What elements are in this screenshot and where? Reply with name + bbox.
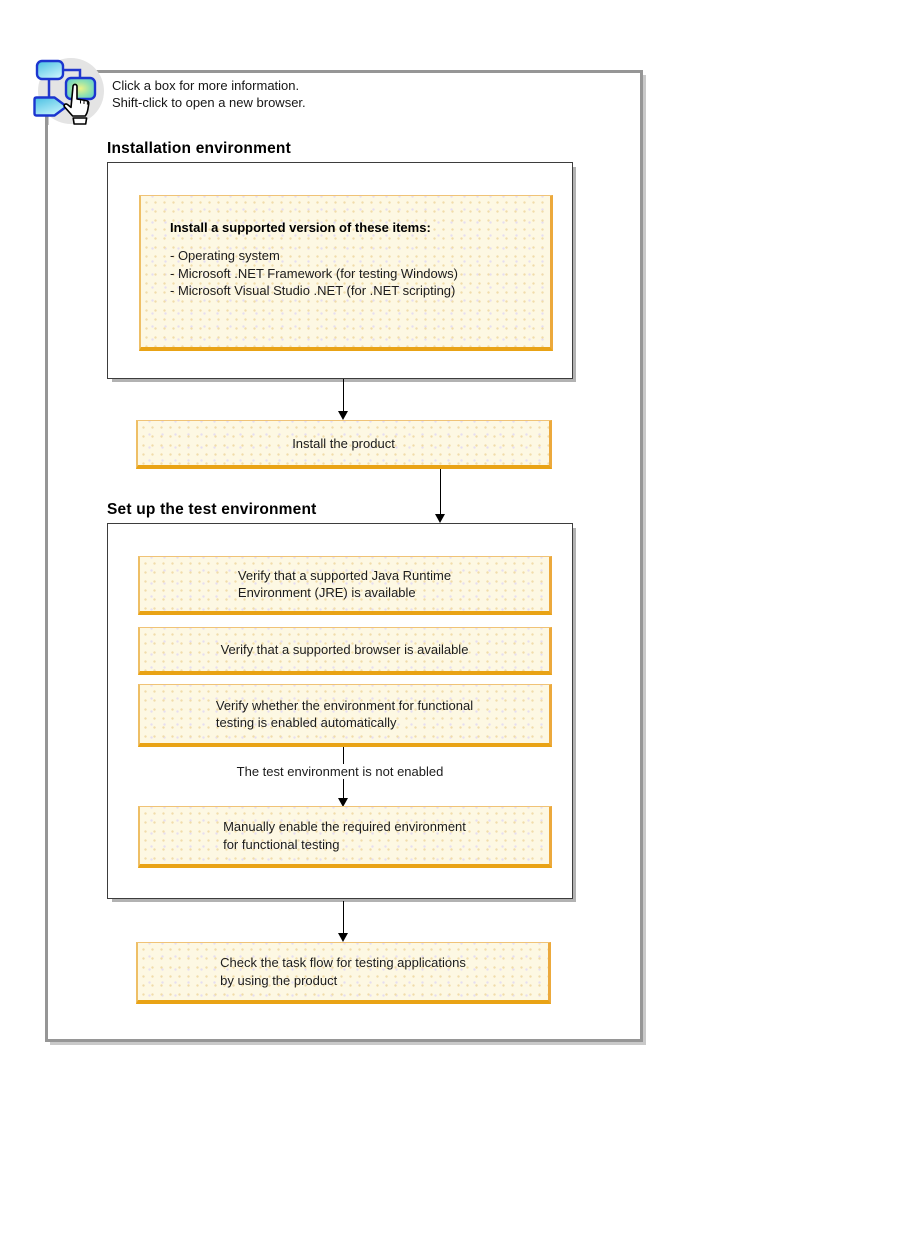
check-task-flow-box[interactable] <box>136 942 551 1004</box>
verify-environment-line-1: Verify whether the environment for functional <box>215 697 474 713</box>
verify-browser-label: Verify that a supported browser is available <box>220 642 469 657</box>
install-the-product-box[interactable] <box>136 420 552 469</box>
verify-jre-label <box>238 567 451 602</box>
verify-jre-line-1: Verify that a supported Java Runtime <box>237 567 452 583</box>
manually-enable-box[interactable] <box>138 806 552 868</box>
verify-jre-box[interactable] <box>138 556 552 615</box>
manually-enable-line-1: Manually enable the required environment <box>223 819 466 834</box>
section-heading-set-up-test-environment: Set up the test environment <box>107 501 317 518</box>
verify-environment-box[interactable] <box>138 684 552 747</box>
legend-text <box>112 78 306 111</box>
list-item: - Operating system <box>170 248 280 263</box>
branch-condition-text: The test environment is not enabled <box>232 764 449 779</box>
legend-line-2: Shift-click to open a new browser. <box>112 94 306 110</box>
flow-node-icon <box>37 61 63 79</box>
arrow-head-icon <box>435 514 445 523</box>
flow-node-highlight-icon <box>66 78 95 99</box>
arrow-head-icon <box>338 933 348 942</box>
install-supported-items-box[interactable] <box>139 195 553 351</box>
check-task-flow-line-1: Check the task flow for testing applications <box>220 955 466 970</box>
install-the-product-label: Install the product <box>292 435 395 451</box>
verify-environment-line-2: testing is enabled automatically <box>215 715 397 730</box>
section-heading-installation-environment: Installation environment <box>107 140 291 157</box>
manually-enable-line-2: for functional testing <box>223 836 340 852</box>
list-item: - Microsoft .NET Framework (for testing Windows) <box>170 265 458 281</box>
branch-condition-label <box>108 764 572 779</box>
arrow-line <box>440 469 441 515</box>
arrow-head-icon <box>338 411 348 420</box>
installation-environment-container <box>107 162 573 379</box>
test-environment-container <box>107 523 573 899</box>
list-item: - Microsoft Visual Studio .NET (for .NET scripting) <box>170 283 456 298</box>
legend-line-1: Click a box for more information. <box>112 78 300 93</box>
arrow-line <box>343 901 344 934</box>
flowchart-click-icon <box>33 51 109 125</box>
verify-environment-label <box>216 697 473 732</box>
install-items-title: Install a supported version of these items: <box>170 220 431 235</box>
check-task-flow-label <box>220 954 466 989</box>
manually-enable-label <box>223 818 466 853</box>
install-items-list <box>170 247 550 300</box>
verify-jre-line-2: Environment (JRE) is available <box>237 585 416 600</box>
flowchart-click-icon-svg <box>33 51 109 125</box>
verify-browser-box[interactable] <box>138 627 552 675</box>
check-task-flow-line-2: by using the product <box>220 972 338 988</box>
arrow-line <box>343 379 344 412</box>
